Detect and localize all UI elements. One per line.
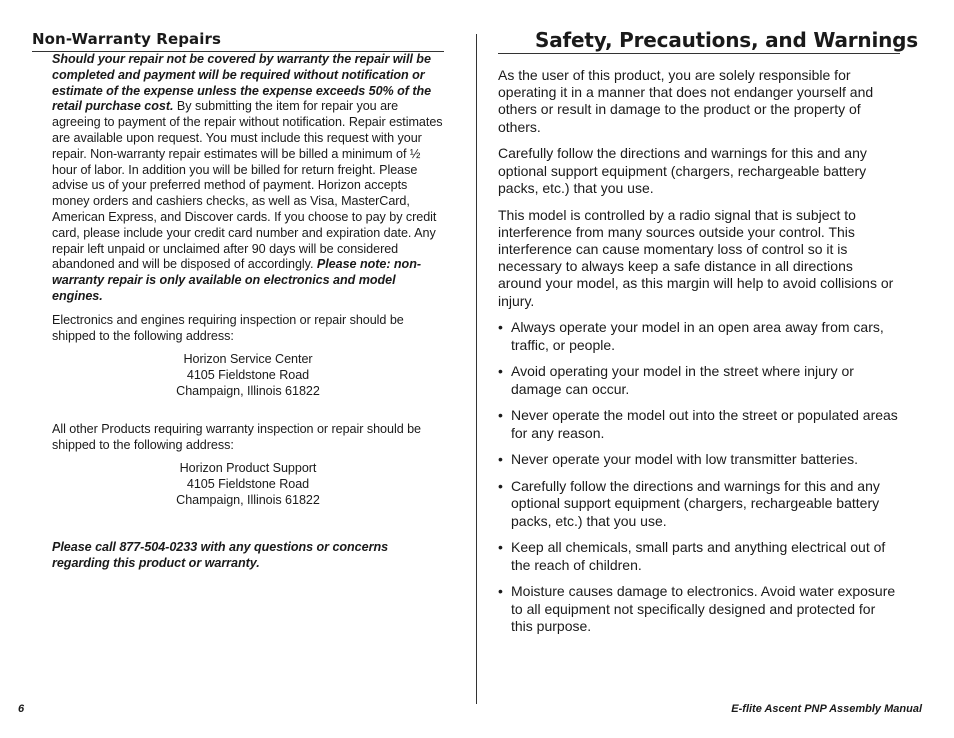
intro-note-text: Please note: non-warranty repair is only available on electronics and model engines. — [52, 257, 421, 303]
bullet-text: Carefully follow the directions and warnings for this and any optional support equipment (chargers, rechargeable battery packs, etc.) that you use. — [511, 478, 880, 529]
bullet-icon: • — [498, 407, 503, 424]
bullet-icon: • — [498, 319, 503, 336]
safety-bullet-item — [498, 363, 900, 397]
address-line: Horizon Service Center — [183, 352, 313, 367]
section-heading-safety: Safety, Precautions, and Warnings — [535, 28, 918, 52]
electronics-shipping-text: Electronics and engines requiring inspection or repair should be shipped to the following address: — [52, 312, 404, 343]
safety-paragraph: This model is controlled by a radio signal that is subject to interference from many sources outside your control. This interference can cause momentary loss of control so it is necessary to always keep a safe distance in all directions around your model, as this margin will help to avoid collisions or injury. — [498, 206, 894, 309]
address-line: Champaign, Illinois 61822 — [176, 492, 320, 507]
bullet-text: Moisture causes damage to electronics. Avoid water exposure to all equipment not specifically designed and protected for this purpose. — [511, 583, 896, 634]
bullet-text: Never operate the model out into the street or populated areas for any reason. — [511, 407, 898, 441]
intro-body-text: By submitting the item for repair you are agreeing to payment of the repair without notification. Repair estimates are available upon request. You must include this request with your repair. Non-warranty repair estimates will be billed a minimum of ½ hour of labor. In addition you will be billed for return freight. Please advise us of your preferred method of payment. Horizon accepts money orders and cashiers checks, as well as Visa, MasterCard, American Express, and Discover cards. If you choose to pay by credit card, please include your credit card number and expiration date. Any repair left unpaid or unclaimed after 90 days will be considered abandoned and will be disposed of accordingly. — [52, 99, 443, 272]
safety-bullet-item — [498, 583, 900, 635]
call-for-questions-text: Please call 877-504-0233 with any questions or concerns regarding this product or warranty. — [52, 539, 389, 570]
safety-bullet-item — [498, 478, 900, 530]
intro-bold-text: Should your repair not be covered by warranty the repair will be completed and payment will be required without notification or estimate of the expense unless the expense exceeds 50% of the retail purchase cost. — [52, 52, 432, 114]
non-warranty-section — [52, 52, 444, 571]
section-heading-non-warranty: Non-Warranty Repairs — [32, 30, 222, 48]
non-warranty-intro — [52, 52, 444, 305]
column-divider — [476, 34, 477, 704]
bullet-icon: • — [498, 363, 503, 380]
bullet-icon: • — [498, 478, 503, 495]
address-line: 4105 Fieldstone Road — [186, 368, 310, 383]
page-number: 6 — [18, 703, 25, 715]
address-line: 4105 Fieldstone Road — [186, 477, 310, 492]
safety-bullet-item — [498, 451, 900, 468]
manual-title: E-flite Ascent PNP Assembly Manual — [731, 703, 922, 715]
safety-section — [498, 67, 900, 645]
safety-paragraph: As the user of this product, you are solely responsible for operating it in a manner that does not endanger yourself and others or result in damage to the product or the property of others. — [498, 67, 874, 135]
bullet-text: Never operate your model with low transmitter batteries. — [511, 451, 859, 468]
bullet-icon: • — [498, 539, 503, 556]
bullet-icon: • — [498, 583, 503, 600]
heading-rule-right — [498, 53, 900, 54]
bullet-text: Always operate your model in an open area away from cars, traffic, or people. — [511, 319, 884, 353]
safety-bullet-item — [498, 407, 900, 441]
address-line: Champaign, Illinois 61822 — [176, 383, 320, 398]
other-products-shipping-text: All other Products requiring warranty inspection or repair should be shipped to the following address: — [52, 421, 422, 452]
safety-paragraph: Carefully follow the directions and warnings for this and any optional support equipment (chargers, rechargeable battery packs, etc.) that you use. — [498, 145, 867, 196]
product-support-address — [52, 461, 444, 508]
service-center-address — [52, 352, 444, 399]
bullet-text: Keep all chemicals, small parts and anything electrical out of the reach of children. — [511, 539, 886, 573]
bullet-text: Avoid operating your model in the street where injury or damage can occur. — [511, 363, 854, 397]
address-line: Horizon Product Support — [179, 461, 317, 476]
bullet-icon: • — [498, 451, 503, 468]
safety-bullet-item — [498, 539, 900, 573]
safety-bullet-item — [498, 319, 900, 353]
